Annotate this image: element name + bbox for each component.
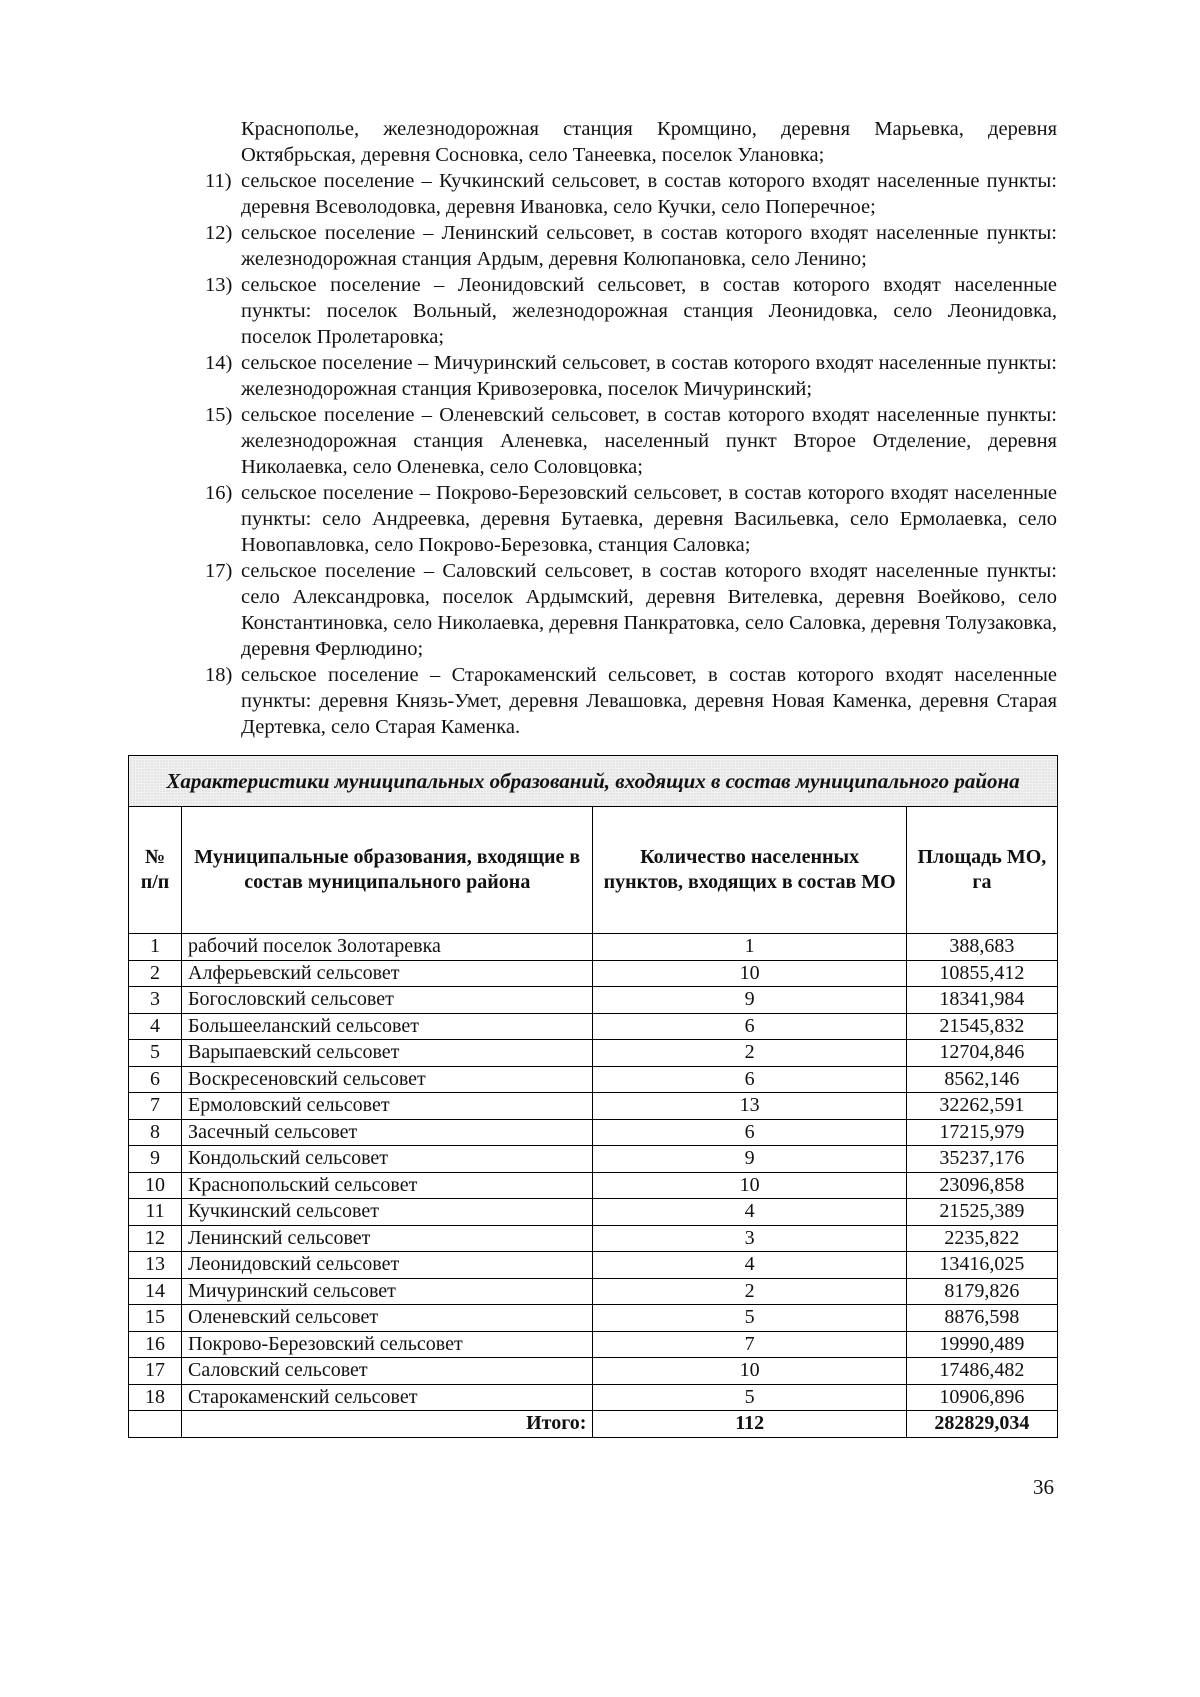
page-number: 36 [1033, 1475, 1054, 1499]
list-item [205, 220, 1057, 272]
list-item-number: 18) [205, 664, 233, 686]
list-item-text: сельское поселение – Леонидовский сельсовет, в состав которого входят населенные пункты: поселок Вольный, железнодорожная станция Леонидовка, село Леонидовка, поселок Пролетаровка; [241, 274, 1057, 348]
table-row [129, 1331, 1058, 1358]
cell-count: 6 [593, 1119, 906, 1146]
cell-num: 9 [129, 1146, 182, 1173]
cell-area: 13416,025 [906, 1252, 1057, 1279]
cell-num: 18 [129, 1384, 182, 1411]
table-total-row [129, 1411, 1058, 1438]
cell-count: 10 [593, 1172, 906, 1199]
cell-num: 4 [129, 1013, 182, 1040]
cell-count: 2 [593, 1278, 906, 1305]
cell-num: 1 [129, 934, 182, 961]
table-header-row [129, 807, 1058, 934]
cell-count: 13 [593, 1093, 906, 1120]
cell-area: 17486,482 [906, 1358, 1057, 1385]
table-row [129, 1305, 1058, 1332]
cell-num: 17 [129, 1358, 182, 1385]
list-item [205, 272, 1057, 350]
cell-name: Мичуринский сельсовет [182, 1278, 593, 1305]
table-row [129, 1119, 1058, 1146]
cell-name: Саловский сельсовет [182, 1358, 593, 1385]
cell-area: 10906,896 [906, 1384, 1057, 1411]
header-count: Количество населенных пунктов, входящих в состав МО [593, 807, 906, 934]
cell-area: 12704,846 [906, 1040, 1057, 1067]
table-row [129, 1225, 1058, 1252]
header-num: № п/п [129, 807, 182, 934]
table-row [129, 1278, 1058, 1305]
cell-name: Алферьевский сельсовет [182, 960, 593, 987]
cell-count: 4 [593, 1199, 906, 1226]
cell-count: 9 [593, 1146, 906, 1173]
table-row [129, 1013, 1058, 1040]
cell-area: 8179,826 [906, 1278, 1057, 1305]
cell-num: 6 [129, 1066, 182, 1093]
header-area: Площадь МО, га [906, 807, 1057, 934]
list-item-text: сельское поселение – Саловский сельсовет, в состав которого входят населенные пункты: село Александровка, поселок Ардымский, деревня Вителевка, деревня Воейково, село Константиновка, село Николаевка, деревня Панкратовка, село Саловка, деревня Толузаковка, деревня Ферлюдино; [241, 560, 1057, 660]
list-item [205, 558, 1057, 662]
table-caption-row [129, 756, 1058, 807]
cell-area: 21525,389 [906, 1199, 1057, 1226]
table-row [129, 1172, 1058, 1199]
cell-count: 1 [593, 934, 906, 961]
cell-num: 14 [129, 1278, 182, 1305]
table-row [129, 1093, 1058, 1120]
cell-num: 11 [129, 1199, 182, 1226]
cell-num: 12 [129, 1225, 182, 1252]
table-row [129, 960, 1058, 987]
cell-name: Леонидовский сельсовет [182, 1252, 593, 1279]
total-label: Итого: [182, 1411, 593, 1438]
list-item-number: 15) [205, 404, 233, 426]
list-item-number: 12) [205, 222, 233, 244]
table-caption: Характеристики муниципальных образований, входящих в состав муниципального района [129, 756, 1058, 807]
cell-area: 35237,176 [906, 1146, 1057, 1173]
list-item-text: Краснополье, железнодорожная станция Кромщино, деревня Марьевка, деревня Октябрьская, деревня Сосновка, село Танеевка, поселок Улановка; [241, 118, 1057, 166]
cell-area: 8562,146 [906, 1066, 1057, 1093]
list-item-number: 14) [205, 352, 233, 374]
cell-num: 15 [129, 1305, 182, 1332]
list-item-10-continuation [205, 116, 1057, 168]
list-item [205, 480, 1057, 558]
cell-area: 32262,591 [906, 1093, 1057, 1120]
cell-name: Краснопольский сельсовет [182, 1172, 593, 1199]
cell-num: 2 [129, 960, 182, 987]
table-row [129, 987, 1058, 1014]
cell-name: Богословский сельсовет [182, 987, 593, 1014]
cell-name: Покрово-Березовский сельсовет [182, 1331, 593, 1358]
cell-num: 8 [129, 1119, 182, 1146]
list-item [205, 350, 1057, 402]
list-item-text: сельское поселение – Покрово-Березовский сельсовет, в состав которого входят населенные пункты: село Андреевка, деревня Бутаевка, деревня Васильевка, село Ермолаевка, село Новопавловка, село Покрово-Березовка, станция Саловка; [241, 482, 1057, 556]
cell-count: 6 [593, 1066, 906, 1093]
table-row [129, 1384, 1058, 1411]
cell-num: 10 [129, 1172, 182, 1199]
cell-count: 9 [593, 987, 906, 1014]
cell-area: 388,683 [906, 934, 1057, 961]
cell-area: 18341,984 [906, 987, 1057, 1014]
cell-area: 19990,489 [906, 1331, 1057, 1358]
list-item-number: 17) [205, 560, 233, 582]
list-item-text: сельское поселение – Ленинский сельсовет, в состав которого входят населенные пункты: железнодорожная станция Ардым, деревня Колюпановка, село Ленино; [241, 222, 1057, 270]
list-item [205, 402, 1057, 480]
cell-count: 10 [593, 960, 906, 987]
cell-name: Кучкинский сельсовет [182, 1199, 593, 1226]
list-item-number: 11) [205, 170, 232, 192]
cell-count: 7 [593, 1331, 906, 1358]
cell-name: Старокаменский сельсовет [182, 1384, 593, 1411]
list-item-text: сельское поселение – Мичуринский сельсовет, в состав которого входят населенные пункты: железнодорожная станция Кривозеровка, поселок Мичуринский; [241, 352, 1057, 400]
cell-name: Варыпаевский сельсовет [182, 1040, 593, 1067]
table-row [129, 1146, 1058, 1173]
cell-name: Кондольский сельсовет [182, 1146, 593, 1173]
cell-num: 5 [129, 1040, 182, 1067]
cell-area: 23096,858 [906, 1172, 1057, 1199]
cell-area: 17215,979 [906, 1119, 1057, 1146]
cell-num: 3 [129, 987, 182, 1014]
cell-count: 6 [593, 1013, 906, 1040]
list-item-text: сельское поселение – Кучкинский сельсовет, в состав которого входят населенные пункты: деревня Всеволодовка, деревня Ивановка, село Кучки, село Поперечное; [241, 170, 1057, 218]
header-name: Муниципальные образования, входящие в состав муниципального района [182, 807, 593, 934]
cell-name: Ленинский сельсовет [182, 1225, 593, 1252]
cell-num: 13 [129, 1252, 182, 1279]
cell-area: 8876,598 [906, 1305, 1057, 1332]
list-item-number: 13) [205, 274, 233, 296]
cell-name: Воскресеновский сельсовет [182, 1066, 593, 1093]
cell-area: 10855,412 [906, 960, 1057, 987]
total-area: 282829,034 [906, 1411, 1057, 1438]
cell-num: 7 [129, 1093, 182, 1120]
cell-area: 2235,822 [906, 1225, 1057, 1252]
cell-count: 10 [593, 1358, 906, 1385]
table-row [129, 934, 1058, 961]
table-row [129, 1040, 1058, 1067]
cell-name: Большееланский сельсовет [182, 1013, 593, 1040]
table-row [129, 1252, 1058, 1279]
table-row [129, 1066, 1058, 1093]
cell-count: 5 [593, 1305, 906, 1332]
list-item [205, 168, 1057, 220]
list-item-number: 16) [205, 482, 233, 504]
settlements-list [205, 116, 1057, 740]
cell-num: 16 [129, 1331, 182, 1358]
cell-name: рабочий поселок Золотаревка [182, 934, 593, 961]
cell-name: Засечный сельсовет [182, 1119, 593, 1146]
list-item-text: сельское поселение – Старокаменский сельсовет, в состав которого входят населенные пункты: деревня Князь-Умет, деревня Левашовка, деревня Новая Каменка, деревня Старая Дертевка, село Старая Каменка. [241, 664, 1057, 738]
cell-name: Ермоловский сельсовет [182, 1093, 593, 1120]
total-count: 112 [593, 1411, 906, 1438]
cell-count: 5 [593, 1384, 906, 1411]
table-row [129, 1358, 1058, 1385]
table-row [129, 1199, 1058, 1226]
cell-count: 3 [593, 1225, 906, 1252]
cell-count: 2 [593, 1040, 906, 1067]
list-item [205, 662, 1057, 740]
list-item-text: сельское поселение – Оленевский сельсовет, в состав которого входят населенные пункты: железнодорожная станция Аленевка, населенный пункт Второе Отделение, деревня Николаевка, село Оленевка, село Соловцовка; [241, 404, 1057, 478]
cell-num-empty [129, 1411, 182, 1438]
cell-count: 4 [593, 1252, 906, 1279]
cell-name: Оленевский сельсовет [182, 1305, 593, 1332]
municipalities-table [128, 755, 1058, 1438]
cell-area: 21545,832 [906, 1013, 1057, 1040]
